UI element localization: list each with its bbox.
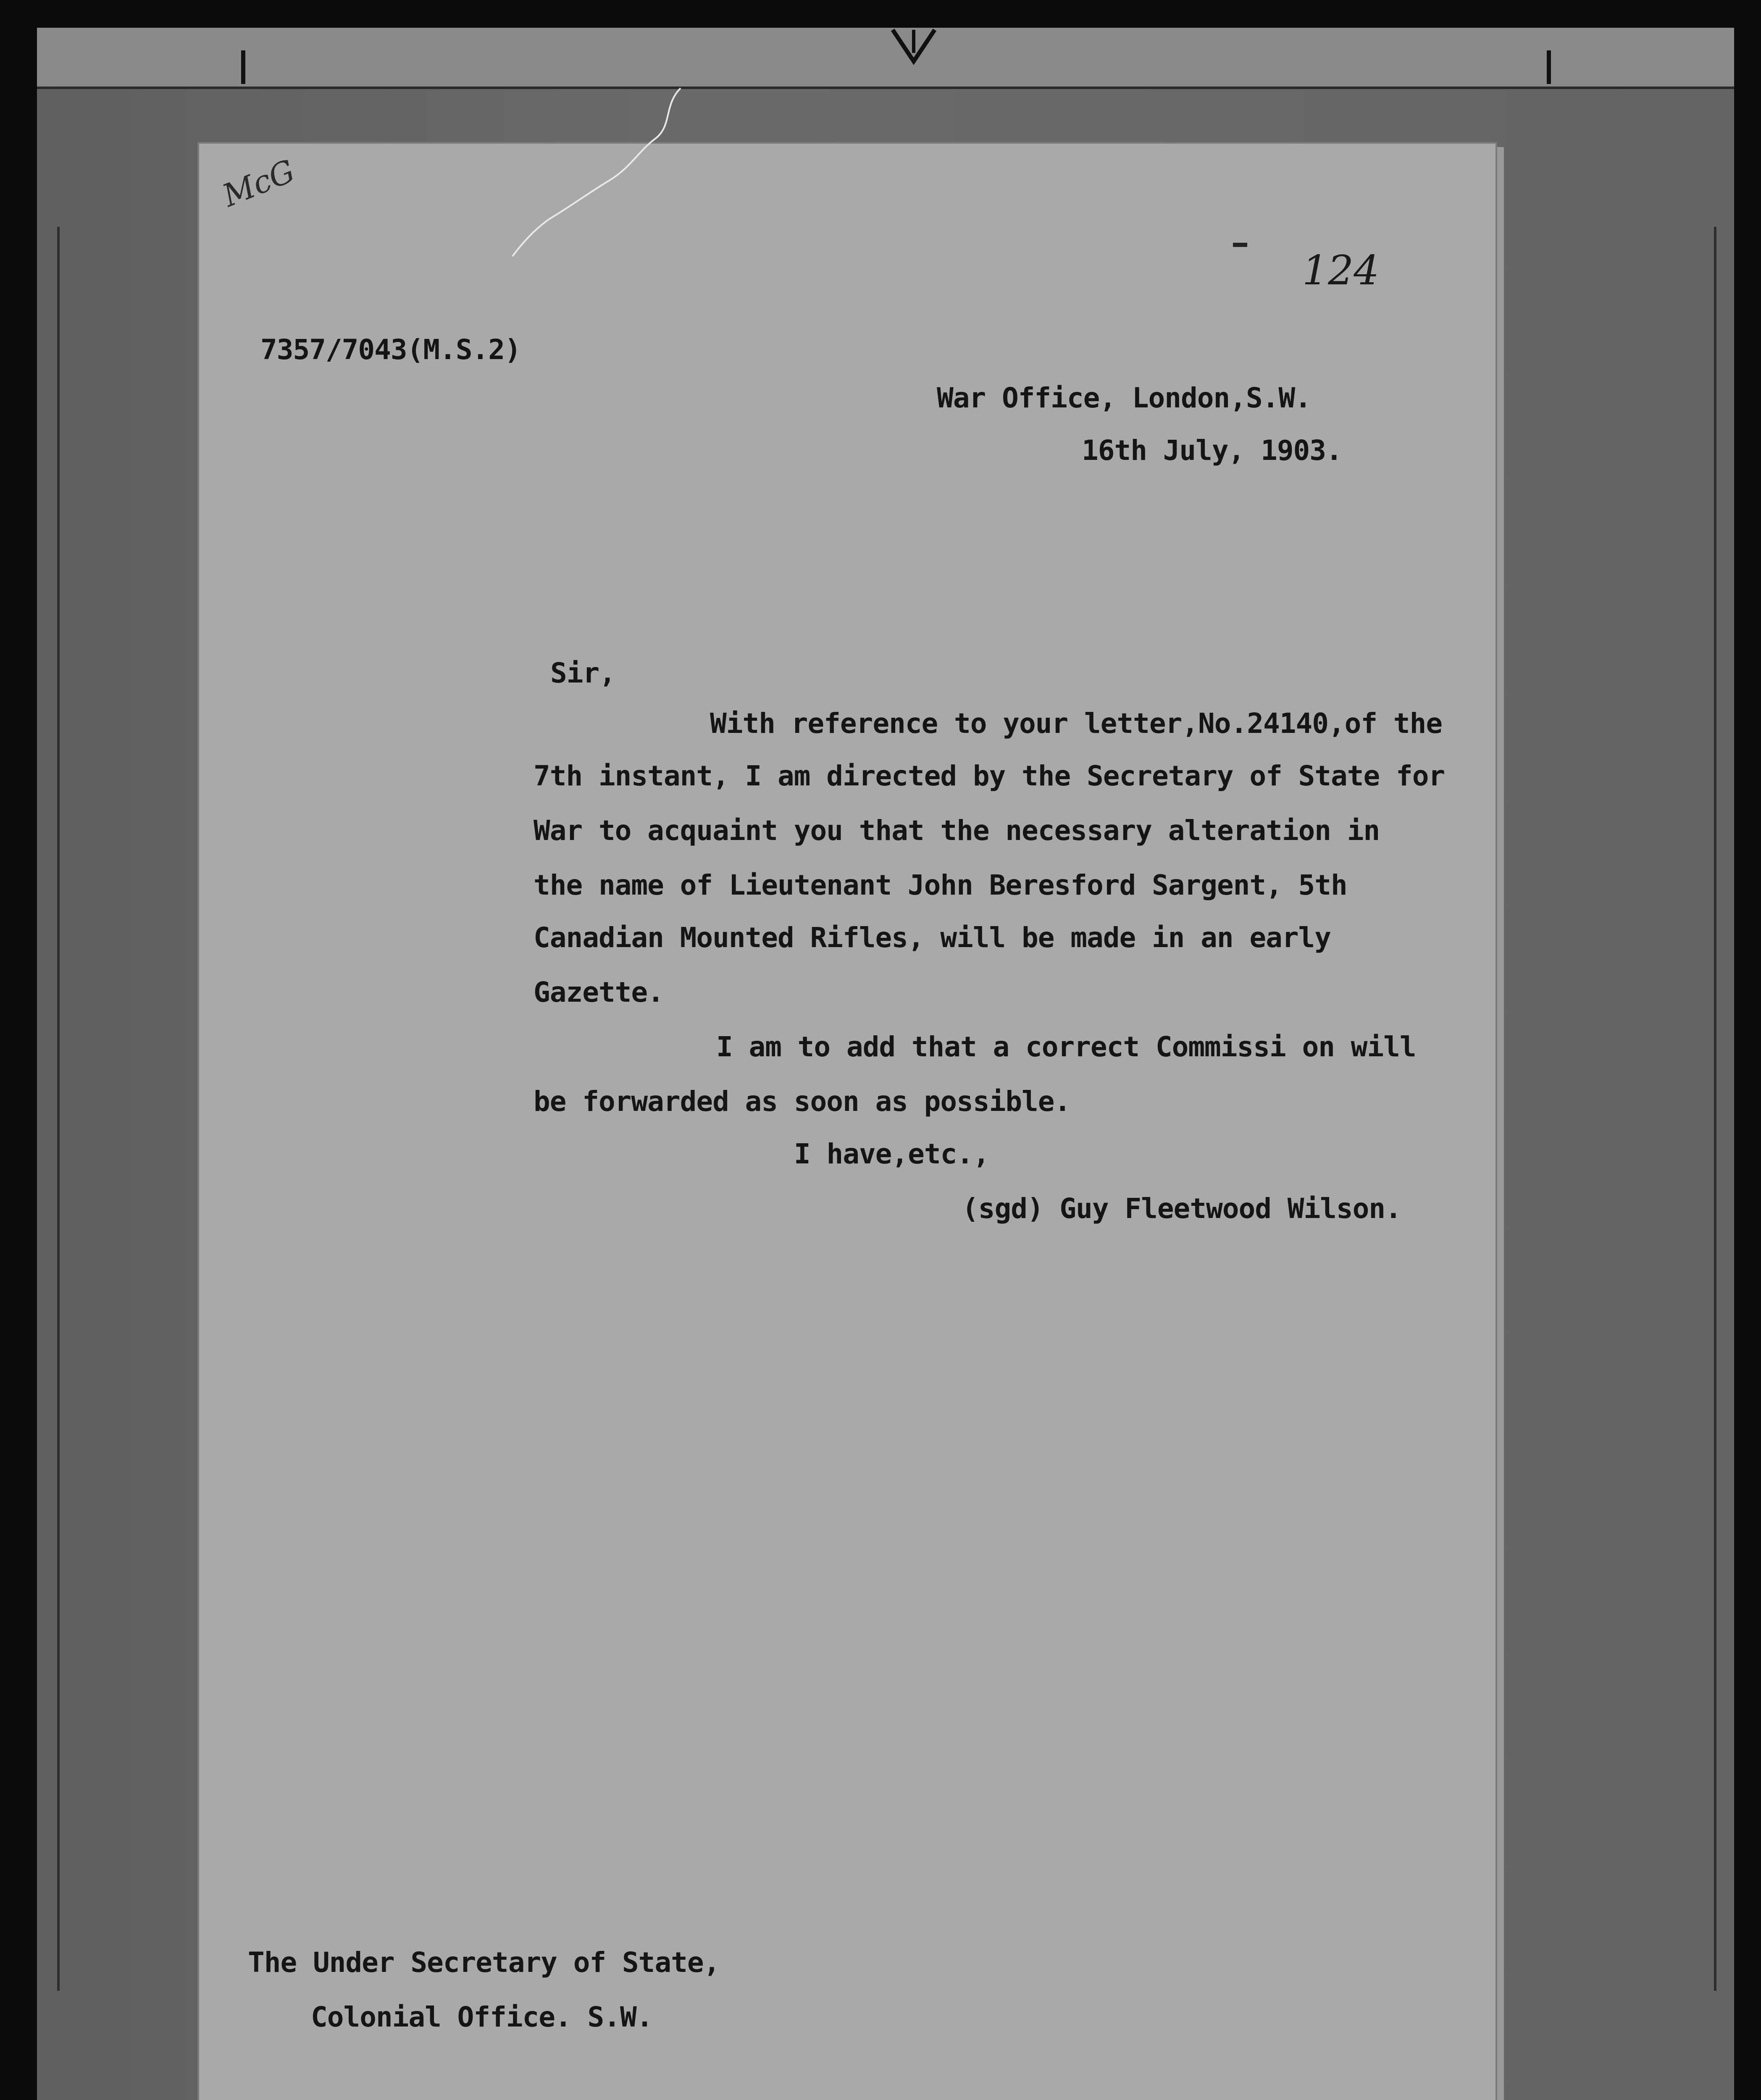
signature: (sgd) Guy Fleetwood Wilson. (962, 1192, 1401, 1225)
film-top-band (37, 28, 1734, 89)
film-edge-line-right (1714, 227, 1716, 1991)
closing: I have,etc., (794, 1138, 989, 1170)
letter-date: 16th July, 1903. (1082, 434, 1342, 467)
handwritten-note: McG (218, 152, 300, 214)
body-line: With reference to your letter,No.24140,of the (710, 707, 1443, 740)
salutation: Sir, (550, 657, 615, 689)
body-line: 7th instant, I am directed by the Secretary of State for (534, 760, 1445, 792)
film-scratch-mark (504, 80, 689, 265)
film-edge-line-left (57, 227, 60, 1991)
recipient-line: Colonial Office. S.W. (311, 2001, 653, 2033)
body-line: be forwarded as soon as possible. (534, 1085, 1071, 1118)
film-tick-left (241, 50, 245, 84)
film-tick-right (1547, 50, 1551, 84)
recipient-line: The Under Secretary of State, (248, 1946, 720, 1979)
film-notch-icon (891, 28, 937, 66)
body-line: the name of Lieutenant John Beresford Sargent, 5th (534, 869, 1347, 901)
file-reference: 7357/7043(M.S.2) (260, 333, 521, 366)
body-line: I am to add that a correct Commissi on will (716, 1031, 1416, 1063)
body-line: Gazette. (534, 976, 664, 1008)
body-line: War to acquaint you that the necessary alteration in (534, 814, 1380, 847)
body-line: Canadian Mounted Rifles, will be made in an early (534, 921, 1331, 954)
page-number: 124 (1302, 247, 1380, 294)
page-number-dash (1233, 243, 1247, 247)
sender-address: War Office, London,S.W. (937, 382, 1311, 414)
